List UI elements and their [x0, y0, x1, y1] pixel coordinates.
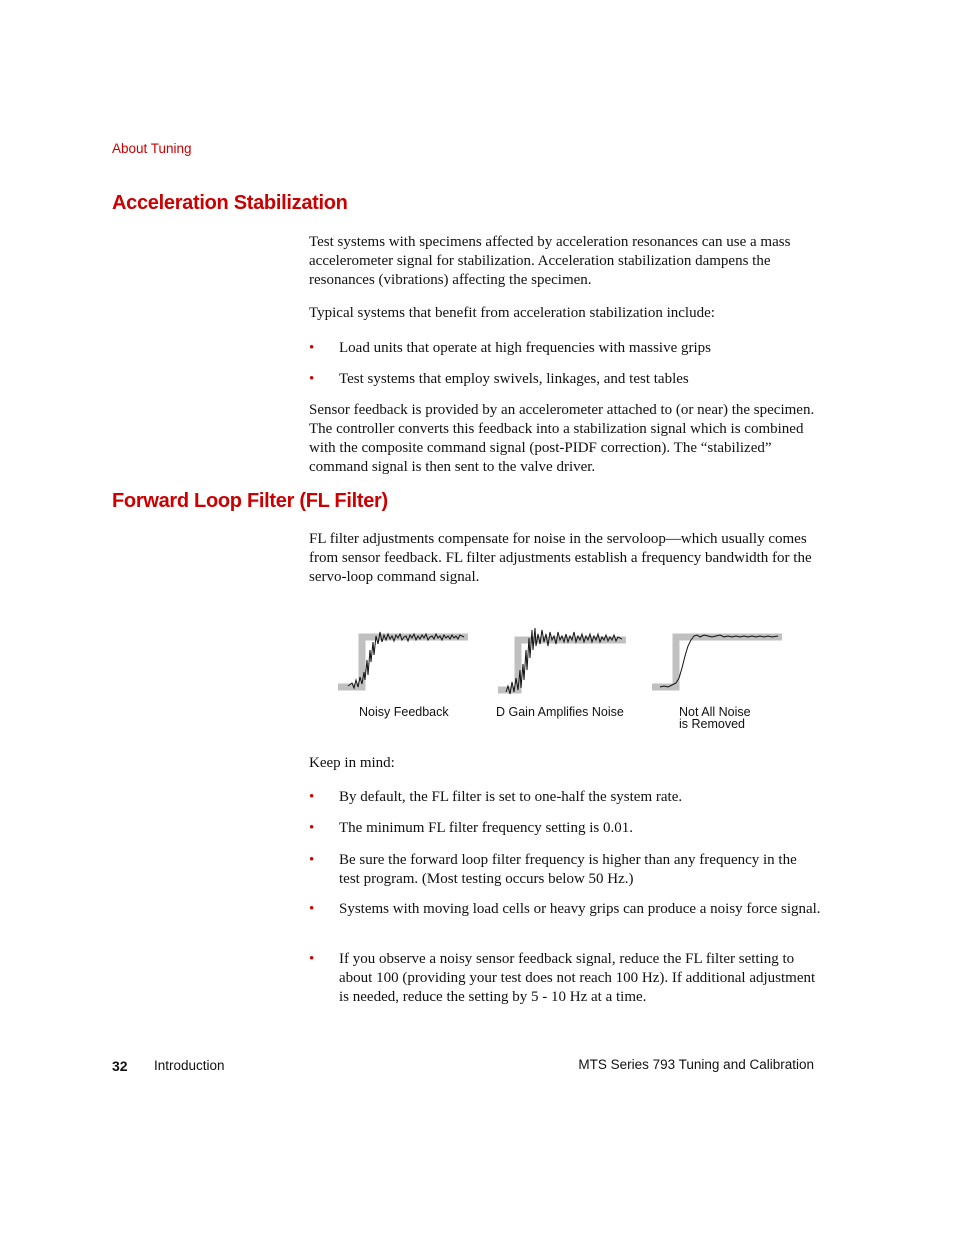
command-step: [652, 637, 782, 687]
noise-response-figure: [330, 620, 800, 740]
bullet-text: Systems with moving load cells or heavy grips can produce a noisy force signal.: [339, 901, 821, 917]
bullet-text: If you observe a noisy sensor feedback signal, reduce the FL filter setting to about 100 (providing your test does not reach 100 Hz). If additional adjustment is needed, reduce the setting by 5 - 10 Hz at a time.: [339, 951, 816, 1005]
bullet-item: [309, 339, 821, 358]
bullet-icon: •: [309, 789, 315, 805]
plot-d-gain: [498, 628, 626, 694]
bullet-text: Load units that operate at high frequencies with massive grips: [339, 340, 711, 356]
paragraph: Typical systems that benefit from acceleration stabilization include:: [309, 305, 715, 321]
bullet-item: [309, 900, 821, 919]
bullet-item: [309, 788, 821, 807]
paragraph: Keep in mind:: [309, 755, 395, 771]
running-header: About Tuning: [112, 141, 192, 156]
step-response-plots: [330, 620, 800, 710]
plot-filtered: [652, 635, 782, 687]
bullet-text: Test systems that employ swivels, linkages, and test tables: [339, 371, 689, 387]
bullet-icon: •: [309, 901, 315, 917]
figure-caption: D Gain Amplifies Noise: [496, 705, 624, 719]
bullet-text: Be sure the forward loop filter frequency is higher than any frequency in the test program. (Most testing occurs below 50 Hz.): [339, 852, 797, 887]
footer-section: Introduction: [154, 1058, 225, 1073]
paragraph: FL filter adjustments compensate for noise in the servoloop—which usually comes from sensor feedback. FL filter adjustments establish a frequency bandwidth for the servo-loop command signal.: [309, 531, 812, 585]
bullet-text: The minimum FL filter frequency setting is 0.01.: [339, 820, 633, 836]
bullet-icon: •: [309, 852, 315, 868]
bullet-item: [309, 819, 821, 838]
figure-caption: Noisy Feedback: [359, 705, 449, 719]
plot-noisy-feedback: [338, 632, 468, 688]
footer-doc-title: MTS Series 793 Tuning and Calibration: [578, 1057, 814, 1072]
bullet-icon: •: [309, 371, 315, 387]
paragraph: Test systems with specimens affected by acceleration resonances can use a mass accelerometer signal for stabilization. Acceleration stabilization dampens the resonances (vibrations) affecting the specimen.: [309, 234, 791, 288]
paragraph: Sensor feedback is provided by an accelerometer attached to (or near) the specimen. The controller converts this feedback into a stabilization signal which is combined with the composite command signal (post-PIDF correction). The “stabilized” command signal is then sent to the valve driver.: [309, 402, 815, 475]
bullet-item: [309, 370, 821, 389]
figure-caption: Not All Noise: [679, 705, 751, 719]
bullet-item: [309, 950, 821, 1007]
bullet-item: [309, 851, 821, 889]
bullet-icon: •: [309, 820, 315, 836]
bullet-icon: •: [309, 951, 315, 967]
bullet-icon: •: [309, 340, 315, 356]
figure-caption: is Removed: [679, 717, 745, 731]
page-number: 32: [112, 1058, 128, 1074]
section-heading-fl-filter: Forward Loop Filter (FL Filter): [112, 490, 388, 512]
command-step: [338, 637, 468, 687]
section-heading-acceleration: Acceleration Stabilization: [112, 192, 348, 214]
bullet-text: By default, the FL filter is set to one-half the system rate.: [339, 789, 683, 805]
